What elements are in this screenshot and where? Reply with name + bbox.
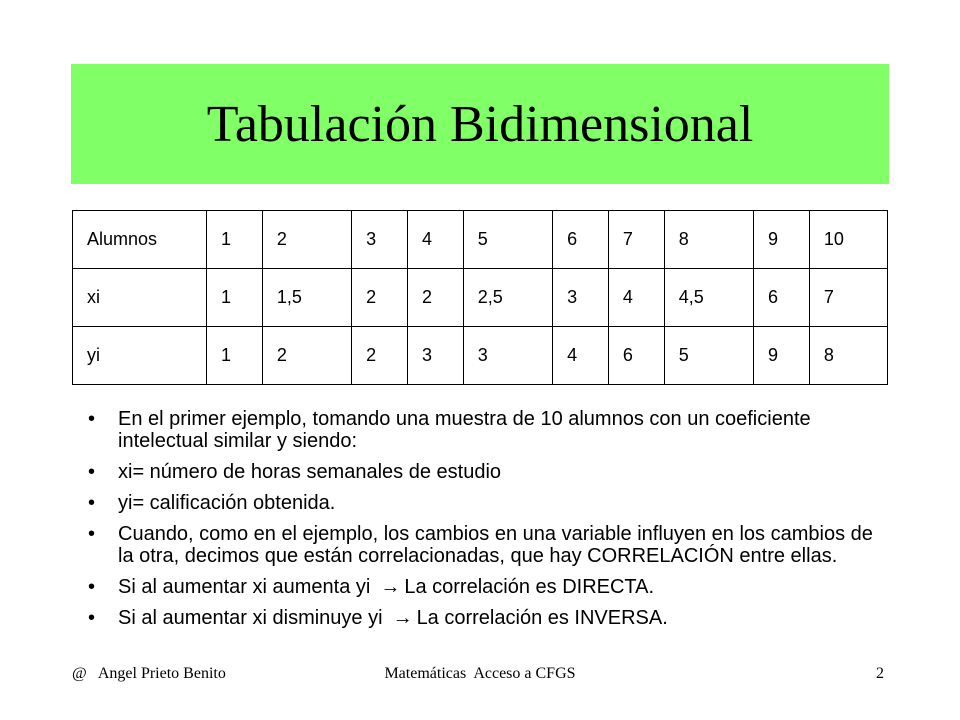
table-cell: 6 <box>754 269 810 327</box>
bullet-item <box>88 607 888 629</box>
arrow-right-icon: → <box>392 607 413 629</box>
table-cell: 6 <box>608 327 664 385</box>
table-cell: 2 <box>352 327 408 385</box>
table-cell: 3 <box>463 327 552 385</box>
bullet-text: La correlación es DIRECTA. <box>404 576 655 598</box>
footer-author: @ Angel Prieto Benito <box>72 665 226 682</box>
bullet-text: En el primer ejemplo, tomando una muestra de 10 alumnos con un coeficiente intelectual similar y siendo: <box>118 408 811 452</box>
bullet-text: Si al aumentar xi aumenta yi <box>118 576 371 598</box>
table-cell: 9 <box>754 211 810 269</box>
bullet-item <box>88 523 888 567</box>
bullet-text: La correlación es INVERSA. <box>416 607 668 629</box>
table-cell: 1 <box>207 211 263 269</box>
bullet-item <box>88 461 888 483</box>
bullet-text: Cuando, como en el ejemplo, los cambios en una variable influyen en los cambios de la otra, decimos que están correlacionadas, que hay CORRELACIÓN entre ellas. <box>118 523 873 567</box>
table-cell: 3 <box>352 211 408 269</box>
data-table <box>72 210 888 385</box>
bullet-text: yi= calificación obtenida. <box>118 492 336 514</box>
table-row <box>73 211 888 269</box>
table-cell: 7 <box>809 269 887 327</box>
table-cell: 4 <box>407 211 463 269</box>
bullet-item <box>88 492 888 514</box>
table-row <box>73 327 888 385</box>
table-cell: 4 <box>608 269 664 327</box>
table-cell: Alumnos <box>73 211 207 269</box>
bullet-text: Si al aumentar xi disminuye yi <box>118 607 383 629</box>
table-cell: 8 <box>664 211 753 269</box>
table-cell: 5 <box>664 327 753 385</box>
bullet-item <box>88 408 888 452</box>
title-banner <box>71 64 889 184</box>
table-cell: 2 <box>262 211 351 269</box>
table-cell: 1 <box>207 269 263 327</box>
table-cell: 9 <box>754 327 810 385</box>
table-cell: 1,5 <box>262 269 351 327</box>
table-cell: 10 <box>809 211 887 269</box>
arrow-right-icon: → <box>380 576 401 598</box>
table-row <box>73 269 888 327</box>
table-cell: 2 <box>352 269 408 327</box>
table-cell: 2 <box>407 269 463 327</box>
table-cell: 7 <box>608 211 664 269</box>
footer-course: Matemáticas Acceso a CFGS <box>384 665 576 682</box>
table-cell: 8 <box>809 327 887 385</box>
bullet-list <box>88 408 888 638</box>
table-cell: xi <box>73 269 207 327</box>
bullet-item <box>88 576 888 598</box>
table-cell: 6 <box>553 211 609 269</box>
slide-title: Tabulación Bidimensional <box>206 95 754 153</box>
table-cell: 5 <box>463 211 552 269</box>
footer-page-number: 2 <box>876 665 884 682</box>
table-cell: 4,5 <box>664 269 753 327</box>
table-cell: 3 <box>407 327 463 385</box>
bullet-text: xi= número de horas semanales de estudio <box>118 461 502 483</box>
table-cell: yi <box>73 327 207 385</box>
table-cell: 4 <box>553 327 609 385</box>
table-cell: 2,5 <box>463 269 552 327</box>
table-cell: 1 <box>207 327 263 385</box>
table-cell: 2 <box>262 327 351 385</box>
table-cell: 3 <box>553 269 609 327</box>
